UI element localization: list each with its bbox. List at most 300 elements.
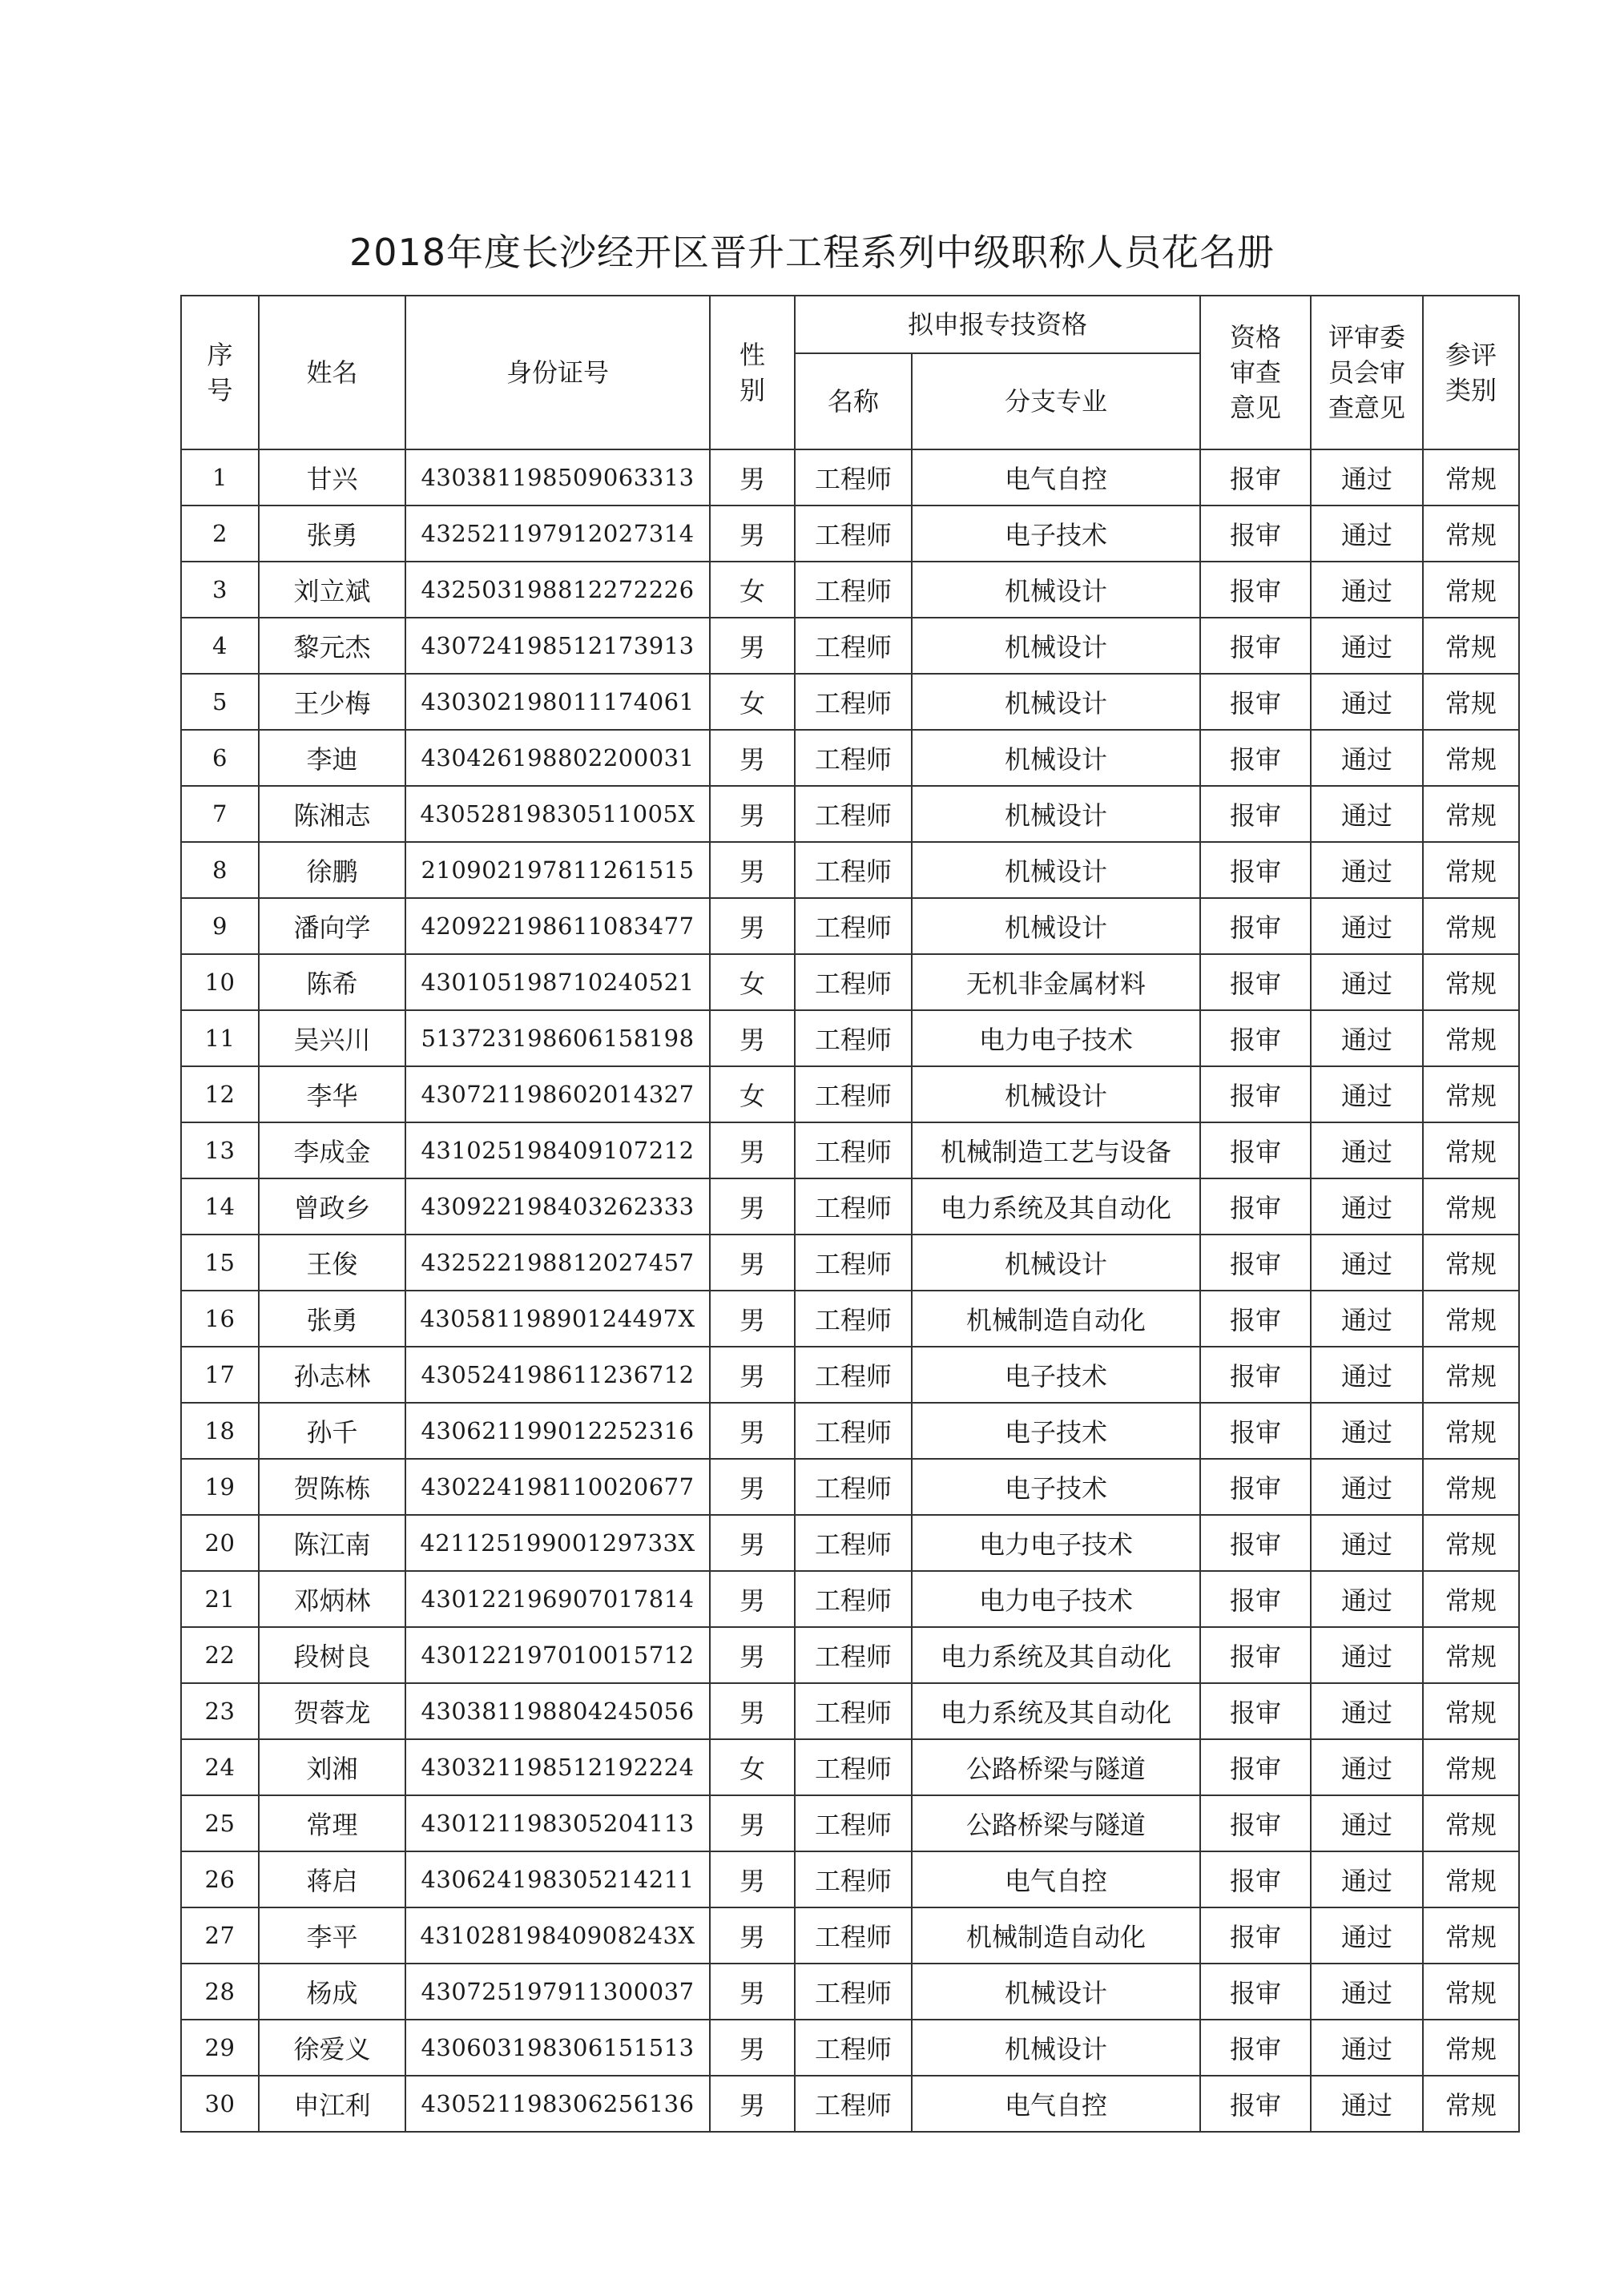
cell-gender: 男 — [710, 1515, 795, 1571]
cell-seq: 26 — [181, 1851, 259, 1907]
cell-name: 王俊 — [259, 1235, 405, 1291]
cell-category: 常规 — [1423, 1178, 1519, 1235]
table-row — [181, 730, 1519, 786]
cell-specialty: 电子技术 — [912, 1459, 1200, 1515]
header-committee-line: 员会审 — [1328, 357, 1406, 388]
cell-qualification-review: 报审 — [1200, 1683, 1311, 1739]
cell-category: 常规 — [1423, 562, 1519, 618]
header-title-name: 名称 — [795, 353, 912, 449]
cell-specialty: 机械设计 — [912, 730, 1200, 786]
cell-committee-review: 通过 — [1311, 1010, 1423, 1066]
cell-specialty: 机械设计 — [912, 562, 1200, 618]
cell-gender: 男 — [710, 898, 795, 954]
cell-qualification-review: 报审 — [1200, 954, 1311, 1010]
cell-committee-review: 通过 — [1311, 1964, 1423, 2020]
cell-category: 常规 — [1423, 1683, 1519, 1739]
cell-specialty: 机械设计 — [912, 674, 1200, 730]
cell-qualification-review: 报审 — [1200, 1010, 1311, 1066]
cell-name: 邓炳林 — [259, 1571, 405, 1627]
cell-specialty: 机械制造自动化 — [912, 1907, 1200, 1964]
cell-id-number: 430426198802200031 — [405, 730, 710, 786]
cell-name: 申江利 — [259, 2076, 405, 2132]
header-qualification-review — [1200, 296, 1311, 449]
cell-id-number: 430922198403262333 — [405, 1178, 710, 1235]
header-committee-line: 查意见 — [1328, 393, 1406, 423]
cell-specialty: 电力电子技术 — [912, 1515, 1200, 1571]
cell-gender: 女 — [710, 674, 795, 730]
header-name: 姓名 — [259, 296, 405, 449]
cell-seq: 23 — [181, 1683, 259, 1739]
cell-id-number: 430524198611236712 — [405, 1347, 710, 1403]
header-seq-line: 序 — [207, 340, 233, 370]
cell-qualification-review: 报审 — [1200, 1459, 1311, 1515]
cell-title-name: 工程师 — [795, 1739, 912, 1795]
cell-title-name: 工程师 — [795, 2076, 912, 2132]
roster-table — [180, 295, 1520, 2133]
cell-qualification-review: 报审 — [1200, 1347, 1311, 1403]
cell-id-number: 430724198512173913 — [405, 618, 710, 674]
cell-specialty: 机械设计 — [912, 1066, 1200, 1122]
cell-specialty: 电力电子技术 — [912, 1571, 1200, 1627]
cell-title-name: 工程师 — [795, 1347, 912, 1403]
cell-category: 常规 — [1423, 1403, 1519, 1459]
cell-seq: 9 — [181, 898, 259, 954]
cell-qualification-review: 报审 — [1200, 842, 1311, 898]
cell-committee-review: 通过 — [1311, 2020, 1423, 2076]
cell-qualification-review: 报审 — [1200, 674, 1311, 730]
cell-id-number: 430721198602014327 — [405, 1066, 710, 1122]
cell-title-name: 工程师 — [795, 562, 912, 618]
cell-name: 陈江南 — [259, 1515, 405, 1571]
cell-id-number: 43058119890124497X — [405, 1291, 710, 1347]
cell-id-number: 430624198305214211 — [405, 1851, 710, 1907]
cell-qualification-review: 报审 — [1200, 730, 1311, 786]
cell-gender: 男 — [710, 1235, 795, 1291]
cell-title-name: 工程师 — [795, 1515, 912, 1571]
cell-category: 常规 — [1423, 1291, 1519, 1347]
cell-specialty: 公路桥梁与隧道 — [912, 1739, 1200, 1795]
cell-id-number: 430521198306256136 — [405, 2076, 710, 2132]
cell-name: 张勇 — [259, 1291, 405, 1347]
cell-committee-review: 通过 — [1311, 1795, 1423, 1851]
cell-title-name: 工程师 — [795, 1459, 912, 1515]
table-row — [181, 1964, 1519, 2020]
cell-seq: 29 — [181, 2020, 259, 2076]
cell-qualification-review: 报审 — [1200, 2020, 1311, 2076]
cell-committee-review: 通过 — [1311, 1347, 1423, 1403]
header-seq — [181, 296, 259, 449]
cell-seq: 27 — [181, 1907, 259, 1964]
cell-qualification-review: 报审 — [1200, 1964, 1311, 2020]
cell-category: 常规 — [1423, 449, 1519, 506]
cell-title-name: 工程师 — [795, 1122, 912, 1178]
cell-committee-review: 通过 — [1311, 1907, 1423, 1964]
cell-committee-review: 通过 — [1311, 898, 1423, 954]
cell-name: 孙千 — [259, 1403, 405, 1459]
cell-gender: 女 — [710, 1739, 795, 1795]
cell-title-name: 工程师 — [795, 1627, 912, 1683]
cell-id-number: 432521197912027314 — [405, 506, 710, 562]
cell-seq: 22 — [181, 1627, 259, 1683]
cell-id-number: 430302198011174061 — [405, 674, 710, 730]
table-row — [181, 898, 1519, 954]
cell-gender: 男 — [710, 1347, 795, 1403]
cell-category: 常规 — [1423, 506, 1519, 562]
table-row — [181, 1907, 1519, 1964]
cell-qualification-review: 报审 — [1200, 1515, 1311, 1571]
cell-committee-review: 通过 — [1311, 449, 1423, 506]
cell-category: 常规 — [1423, 1010, 1519, 1066]
cell-name: 杨成 — [259, 1964, 405, 2020]
cell-gender: 男 — [710, 730, 795, 786]
header-gender-line: 别 — [739, 375, 765, 405]
cell-qualification-review: 报审 — [1200, 786, 1311, 842]
cell-id-number: 42112519900129733X — [405, 1515, 710, 1571]
cell-title-name: 工程师 — [795, 786, 912, 842]
cell-seq: 8 — [181, 842, 259, 898]
cell-gender: 女 — [710, 562, 795, 618]
cell-committee-review: 通过 — [1311, 562, 1423, 618]
cell-qualification-review: 报审 — [1200, 1066, 1311, 1122]
cell-id-number: 513723198606158198 — [405, 1010, 710, 1066]
cell-category: 常规 — [1423, 954, 1519, 1010]
cell-specialty: 机械设计 — [912, 618, 1200, 674]
cell-name: 贺蓉龙 — [259, 1683, 405, 1739]
cell-id-number: 430381198804245056 — [405, 1683, 710, 1739]
cell-gender: 男 — [710, 1964, 795, 2020]
table-row — [181, 2020, 1519, 2076]
cell-title-name: 工程师 — [795, 1235, 912, 1291]
cell-seq: 30 — [181, 2076, 259, 2132]
table-row — [181, 1515, 1519, 1571]
cell-specialty: 电力系统及其自动化 — [912, 1178, 1200, 1235]
cell-name: 刘湘 — [259, 1739, 405, 1795]
cell-committee-review: 通过 — [1311, 1178, 1423, 1235]
table-row — [181, 1683, 1519, 1739]
cell-id-number: 430603198306151513 — [405, 2020, 710, 2076]
cell-title-name: 工程师 — [795, 1964, 912, 2020]
table-row — [181, 954, 1519, 1010]
cell-qualification-review: 报审 — [1200, 1571, 1311, 1627]
cell-name: 孙志林 — [259, 1347, 405, 1403]
cell-title-name: 工程师 — [795, 1907, 912, 1964]
cell-category: 常规 — [1423, 1235, 1519, 1291]
cell-title-name: 工程师 — [795, 842, 912, 898]
cell-category: 常规 — [1423, 1571, 1519, 1627]
cell-id-number: 430122196907017814 — [405, 1571, 710, 1627]
cell-category: 常规 — [1423, 842, 1519, 898]
cell-category: 常规 — [1423, 1907, 1519, 1964]
cell-name: 李成金 — [259, 1122, 405, 1178]
cell-name: 李平 — [259, 1907, 405, 1964]
cell-seq: 18 — [181, 1403, 259, 1459]
cell-seq: 17 — [181, 1347, 259, 1403]
cell-category: 常规 — [1423, 2020, 1519, 2076]
cell-title-name: 工程师 — [795, 898, 912, 954]
cell-gender: 男 — [710, 1851, 795, 1907]
cell-title-name: 工程师 — [795, 1010, 912, 1066]
cell-category: 常规 — [1423, 1627, 1519, 1683]
cell-gender: 男 — [710, 449, 795, 506]
cell-id-number: 432522198812027457 — [405, 1235, 710, 1291]
cell-title-name: 工程师 — [795, 1066, 912, 1122]
cell-qualification-review: 报审 — [1200, 506, 1311, 562]
cell-specialty: 机械设计 — [912, 1235, 1200, 1291]
cell-committee-review: 通过 — [1311, 1291, 1423, 1347]
cell-specialty: 机械设计 — [912, 786, 1200, 842]
cell-name: 段树良 — [259, 1627, 405, 1683]
cell-qualification-review: 报审 — [1200, 1178, 1311, 1235]
cell-id-number: 430122197010015712 — [405, 1627, 710, 1683]
cell-id-number: 430381198509063313 — [405, 449, 710, 506]
cell-gender: 男 — [710, 2020, 795, 2076]
cell-name: 潘向学 — [259, 898, 405, 954]
cell-committee-review: 通过 — [1311, 2076, 1423, 2132]
cell-category: 常规 — [1423, 730, 1519, 786]
header-committee-review — [1311, 296, 1423, 449]
cell-committee-review: 通过 — [1311, 786, 1423, 842]
cell-title-name: 工程师 — [795, 1291, 912, 1347]
cell-seq: 28 — [181, 1964, 259, 2020]
cell-title-name: 工程师 — [795, 1851, 912, 1907]
cell-seq: 15 — [181, 1235, 259, 1291]
cell-title-name: 工程师 — [795, 954, 912, 1010]
cell-name: 王少梅 — [259, 674, 405, 730]
cell-qualification-review: 报审 — [1200, 1851, 1311, 1907]
cell-committee-review: 通过 — [1311, 1066, 1423, 1122]
cell-id-number: 210902197811261515 — [405, 842, 710, 898]
header-qual-review-line: 资格 — [1230, 322, 1282, 352]
header-seq-line: 号 — [207, 375, 233, 405]
table-row — [181, 1066, 1519, 1122]
cell-seq: 11 — [181, 1010, 259, 1066]
cell-gender: 男 — [710, 1627, 795, 1683]
table-row — [181, 449, 1519, 506]
cell-committee-review: 通过 — [1311, 618, 1423, 674]
cell-seq: 19 — [181, 1459, 259, 1515]
cell-specialty: 电力系统及其自动化 — [912, 1627, 1200, 1683]
cell-committee-review: 通过 — [1311, 1122, 1423, 1178]
cell-specialty: 电力系统及其自动化 — [912, 1683, 1200, 1739]
cell-category: 常规 — [1423, 1347, 1519, 1403]
cell-title-name: 工程师 — [795, 2020, 912, 2076]
cell-seq: 10 — [181, 954, 259, 1010]
cell-title-name: 工程师 — [795, 1178, 912, 1235]
cell-gender: 男 — [710, 506, 795, 562]
header-category — [1423, 296, 1519, 449]
cell-committee-review: 通过 — [1311, 1627, 1423, 1683]
table-row — [181, 1739, 1519, 1795]
cell-name: 陈湘志 — [259, 786, 405, 842]
cell-id-number: 430725197911300037 — [405, 1964, 710, 2020]
cell-specialty: 机械设计 — [912, 2020, 1200, 2076]
cell-seq: 12 — [181, 1066, 259, 1122]
cell-title-name: 工程师 — [795, 506, 912, 562]
header-category-line: 参评 — [1445, 340, 1497, 370]
header-qual-review-line: 意见 — [1230, 393, 1282, 423]
cell-id-number: 430224198110020677 — [405, 1459, 710, 1515]
header-qualification-group: 拟申报专技资格 — [795, 296, 1200, 353]
cell-title-name: 工程师 — [795, 618, 912, 674]
cell-qualification-review: 报审 — [1200, 1627, 1311, 1683]
cell-gender: 男 — [710, 1459, 795, 1515]
table-row — [181, 1571, 1519, 1627]
header-gender — [710, 296, 795, 449]
header-qual-review-line: 审查 — [1230, 357, 1282, 388]
cell-gender: 男 — [710, 842, 795, 898]
cell-title-name: 工程师 — [795, 1795, 912, 1851]
cell-specialty: 电气自控 — [912, 1851, 1200, 1907]
table-row — [181, 1795, 1519, 1851]
table-row — [181, 1403, 1519, 1459]
table-row — [181, 1178, 1519, 1235]
cell-qualification-review: 报审 — [1200, 1403, 1311, 1459]
cell-committee-review: 通过 — [1311, 1571, 1423, 1627]
table-row — [181, 1851, 1519, 1907]
cell-category: 常规 — [1423, 618, 1519, 674]
cell-category: 常规 — [1423, 1851, 1519, 1907]
cell-committee-review: 通过 — [1311, 842, 1423, 898]
cell-qualification-review: 报审 — [1200, 1235, 1311, 1291]
cell-category: 常规 — [1423, 1739, 1519, 1795]
cell-qualification-review: 报审 — [1200, 1122, 1311, 1178]
cell-title-name: 工程师 — [795, 449, 912, 506]
cell-specialty: 电气自控 — [912, 2076, 1200, 2132]
cell-seq: 20 — [181, 1515, 259, 1571]
cell-category: 常规 — [1423, 786, 1519, 842]
cell-gender: 男 — [710, 1907, 795, 1964]
table-header — [181, 296, 1519, 449]
table-row — [181, 1235, 1519, 1291]
cell-id-number: 431025198409107212 — [405, 1122, 710, 1178]
cell-name: 张勇 — [259, 506, 405, 562]
cell-category: 常规 — [1423, 1066, 1519, 1122]
table-row — [181, 1010, 1519, 1066]
cell-qualification-review: 报审 — [1200, 562, 1311, 618]
cell-category: 常规 — [1423, 2076, 1519, 2132]
cell-title-name: 工程师 — [795, 1403, 912, 1459]
cell-id-number: 420922198611083477 — [405, 898, 710, 954]
table-row — [181, 1459, 1519, 1515]
cell-seq: 21 — [181, 1571, 259, 1627]
cell-name: 吴兴川 — [259, 1010, 405, 1066]
cell-committee-review: 通过 — [1311, 1235, 1423, 1291]
cell-category: 常规 — [1423, 1515, 1519, 1571]
page-title: 2018年度长沙经开区晋升工程系列中级职称人员花名册 — [349, 231, 1275, 274]
table-row — [181, 562, 1519, 618]
cell-name: 黎元杰 — [259, 618, 405, 674]
cell-gender: 男 — [710, 1795, 795, 1851]
cell-title-name: 工程师 — [795, 730, 912, 786]
table-row — [181, 2076, 1519, 2132]
cell-id-number: 432503198812272226 — [405, 562, 710, 618]
cell-specialty: 机械设计 — [912, 1964, 1200, 2020]
cell-seq: 5 — [181, 674, 259, 730]
cell-seq: 2 — [181, 506, 259, 562]
cell-name: 李迪 — [259, 730, 405, 786]
header-specialty: 分支专业 — [912, 353, 1200, 449]
table-body — [181, 449, 1519, 2132]
table-row — [181, 1627, 1519, 1683]
cell-qualification-review: 报审 — [1200, 1795, 1311, 1851]
table-row — [181, 842, 1519, 898]
cell-specialty: 电子技术 — [912, 506, 1200, 562]
table-row — [181, 786, 1519, 842]
cell-committee-review: 通过 — [1311, 1739, 1423, 1795]
cell-id-number: 430621199012252316 — [405, 1403, 710, 1459]
cell-name: 刘立斌 — [259, 562, 405, 618]
cell-gender: 男 — [710, 1403, 795, 1459]
cell-specialty: 机械制造工艺与设备 — [912, 1122, 1200, 1178]
cell-gender: 男 — [710, 786, 795, 842]
table-row — [181, 674, 1519, 730]
cell-gender: 男 — [710, 1571, 795, 1627]
cell-qualification-review: 报审 — [1200, 1291, 1311, 1347]
cell-committee-review: 通过 — [1311, 954, 1423, 1010]
cell-name: 李华 — [259, 1066, 405, 1122]
header-category-line: 类别 — [1445, 375, 1497, 405]
table-row — [181, 506, 1519, 562]
cell-specialty: 电气自控 — [912, 449, 1200, 506]
cell-specialty: 机械制造自动化 — [912, 1291, 1200, 1347]
cell-title-name: 工程师 — [795, 1683, 912, 1739]
cell-committee-review: 通过 — [1311, 1683, 1423, 1739]
cell-title-name: 工程师 — [795, 674, 912, 730]
cell-gender: 男 — [710, 1178, 795, 1235]
cell-specialty: 电子技术 — [912, 1403, 1200, 1459]
cell-gender: 男 — [710, 1010, 795, 1066]
cell-name: 蒋启 — [259, 1851, 405, 1907]
cell-id-number: 430321198512192224 — [405, 1739, 710, 1795]
cell-id-number: 43102819840908243X — [405, 1907, 710, 1964]
cell-id-number: 430121198305204113 — [405, 1795, 710, 1851]
cell-committee-review: 通过 — [1311, 730, 1423, 786]
cell-gender: 男 — [710, 1291, 795, 1347]
cell-qualification-review: 报审 — [1200, 618, 1311, 674]
table-row — [181, 618, 1519, 674]
cell-seq: 6 — [181, 730, 259, 786]
cell-name: 陈希 — [259, 954, 405, 1010]
cell-gender: 男 — [710, 1122, 795, 1178]
cell-committee-review: 通过 — [1311, 1851, 1423, 1907]
cell-name: 贺陈栋 — [259, 1459, 405, 1515]
table-row — [181, 1291, 1519, 1347]
cell-category: 常规 — [1423, 1964, 1519, 2020]
cell-name: 徐爱义 — [259, 2020, 405, 2076]
cell-gender: 男 — [710, 1683, 795, 1739]
cell-seq: 16 — [181, 1291, 259, 1347]
cell-committee-review: 通过 — [1311, 1515, 1423, 1571]
cell-gender: 男 — [710, 2076, 795, 2132]
header-id-number: 身份证号 — [405, 296, 710, 449]
cell-seq: 25 — [181, 1795, 259, 1851]
cell-specialty: 公路桥梁与隧道 — [912, 1795, 1200, 1851]
cell-seq: 1 — [181, 449, 259, 506]
cell-seq: 3 — [181, 562, 259, 618]
cell-category: 常规 — [1423, 674, 1519, 730]
cell-committee-review: 通过 — [1311, 506, 1423, 562]
cell-committee-review: 通过 — [1311, 1459, 1423, 1515]
cell-seq: 13 — [181, 1122, 259, 1178]
header-committee-line: 评审委 — [1328, 322, 1406, 352]
cell-specialty: 电子技术 — [912, 1347, 1200, 1403]
cell-qualification-review: 报审 — [1200, 1907, 1311, 1964]
cell-category: 常规 — [1423, 898, 1519, 954]
cell-qualification-review: 报审 — [1200, 1739, 1311, 1795]
cell-committee-review: 通过 — [1311, 674, 1423, 730]
cell-id-number: 43052819830511005X — [405, 786, 710, 842]
cell-qualification-review: 报审 — [1200, 2076, 1311, 2132]
